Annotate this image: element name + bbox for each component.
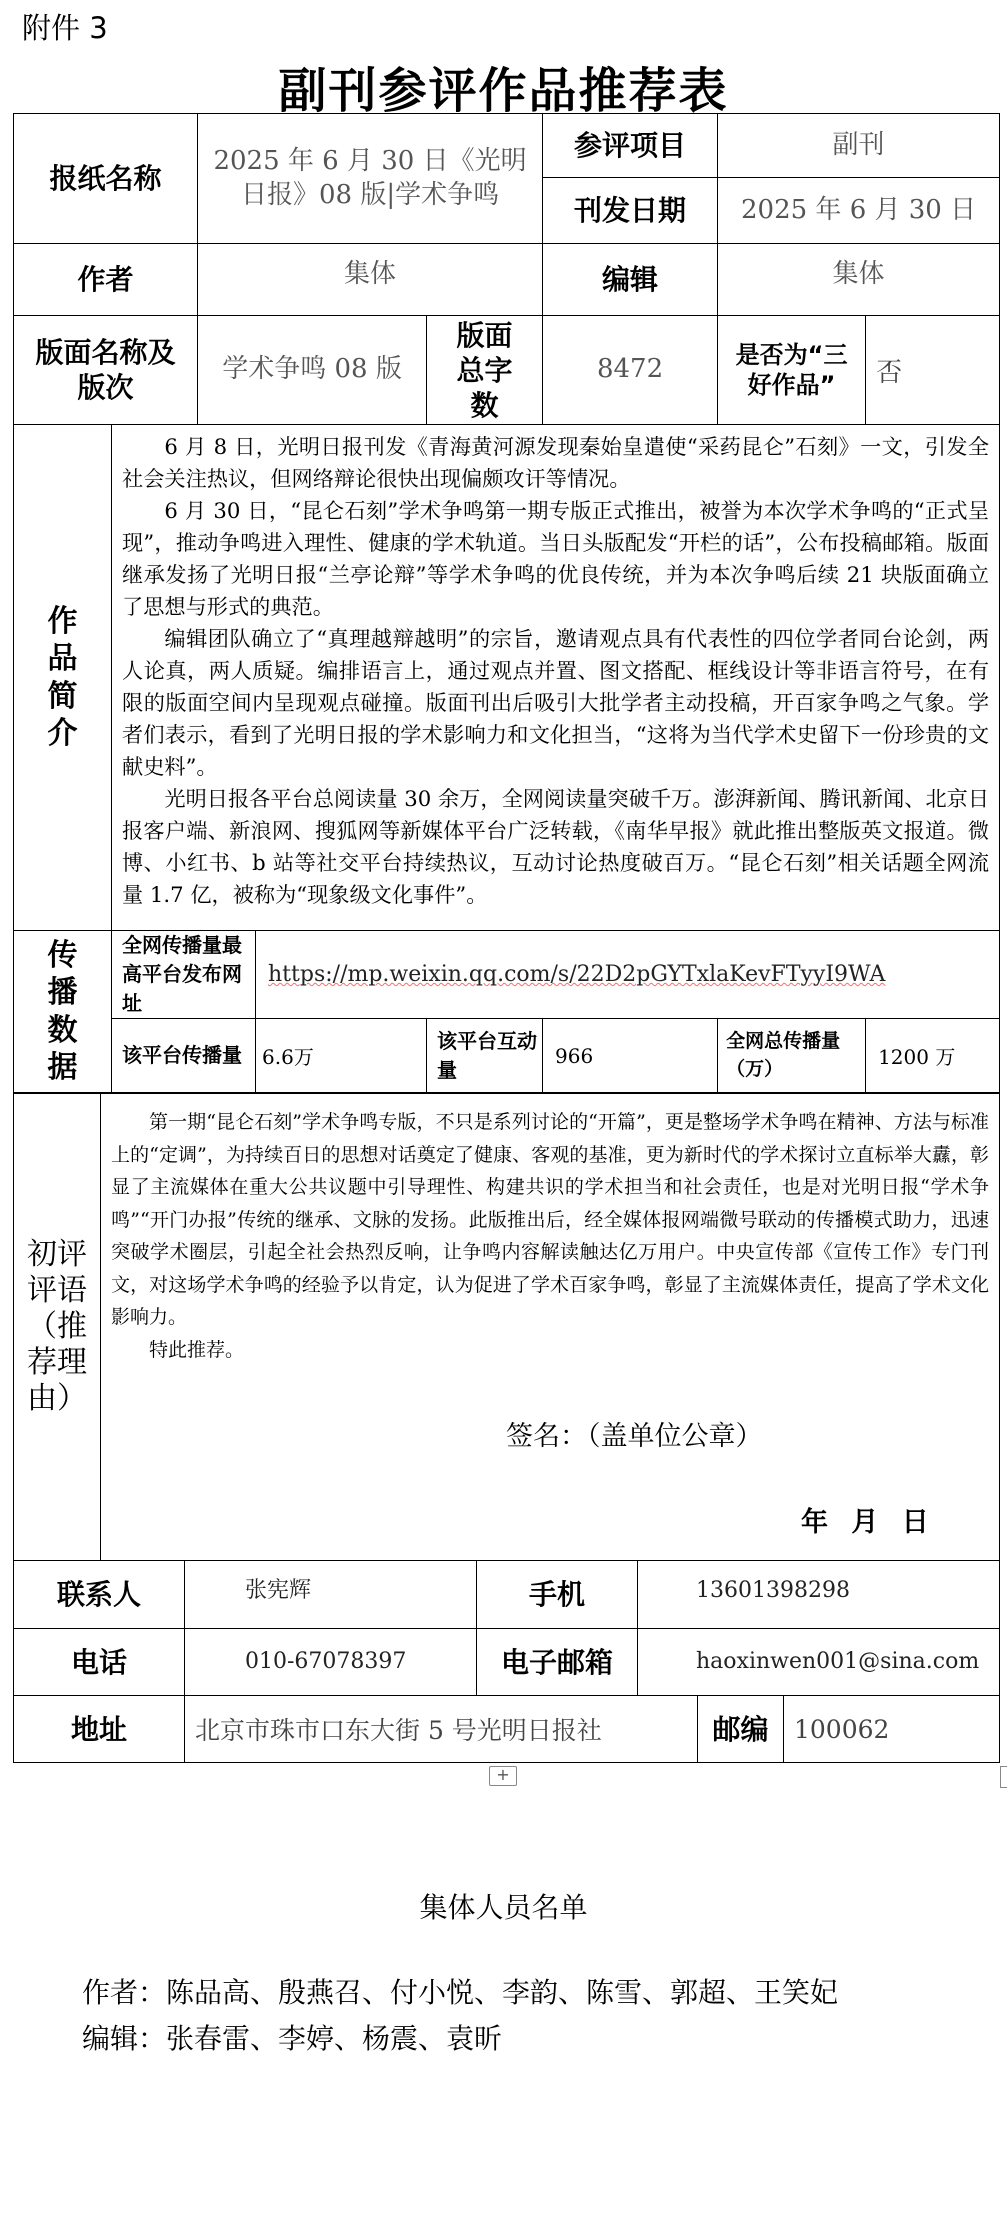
platform-reach-value: 6.6万 (256, 1019, 427, 1093)
roster-editors: 编辑：张春雷、李婷、杨震、袁昕 (82, 2022, 503, 2055)
platform-reach-label: 该平台传播量 (112, 1019, 256, 1093)
total-reach-label: 全网总传播量（万） (718, 1019, 866, 1093)
review-label: 初评评语（推荐理由） (14, 1094, 101, 1561)
date-line: 年 月 日 (801, 1507, 929, 1538)
three-good-label: 是否为“三好作品” (718, 316, 866, 425)
three-good-value: 否 (866, 316, 1000, 425)
publish-date-label: 刊发日期 (543, 178, 718, 244)
page-title: 副刊参评作品推荐表 (278, 63, 729, 119)
total-reach-value: 1200 万 (866, 1019, 1000, 1093)
author-value: 集体 (198, 244, 543, 316)
intro-paragraph: 6 月 8 日，光明日报刊发《青海黄河源发现秦始皇遣使“采药昆仑”石刻》一文，引发全社会关注热议，但网络辩论很快出现偏颇攻讦等情况。 (122, 434, 990, 491)
top-platform-url[interactable]: https://mp.weixin.qq.com/s/22D2pGYTxlaKevFTyyI9WA (256, 931, 1000, 1019)
page-name-label: 版面名称及版次 (14, 316, 198, 425)
email-value[interactable]: haoxinwen001@sina.com (638, 1629, 1000, 1696)
intro-text (112, 425, 1000, 931)
author-label: 作者 (14, 244, 198, 316)
editor-value: 集体 (718, 244, 1000, 316)
contact-label: 联系人 (14, 1561, 185, 1629)
word-count-value: 8472 (543, 316, 718, 425)
address-label: 地址 (14, 1696, 185, 1763)
roster-authors: 作者：陈品高、殷燕召、付小悦、李韵、陈雪、郭超、王笑妃 (82, 1976, 839, 2009)
table-handle[interactable] (1000, 1766, 1007, 1788)
signature-line: 签名：（盖单位公章） (506, 1421, 763, 1452)
mobile-value: 13601398298 (638, 1561, 1000, 1629)
postcode-value: 100062 (784, 1696, 1000, 1763)
category-label: 参评项目 (543, 114, 718, 178)
intro-paragraph: 编辑团队确立了“真理越辩越明”的宗旨，邀请观点具有代表性的四位学者同台论剑，两人论真，两人质疑。编排语言上，通过观点并置、图文搭配、框线设计等非语言符号，在有限的版面空间内呈现观点碰撞。版面刊出后吸引大批学者主动投稿，开百家争鸣之气象。学者们表示，看到了光明日报的学术影响力和文化担当，“这将为当代学术史留下一份珍贵的文献史料”。 (122, 626, 990, 779)
recommendation-form (13, 113, 1000, 1093)
review-paragraph: 第一期“昆仑石刻”学术争鸣专版，不只是系列讨论的“开篇”，更是整场学术争鸣在精神、方法与标准上的“定调”，为持续百日的思想对话奠定了健康、客观的基准，更为新时代的学术探讨立直标举大纛，彰显了主流媒体在重大公共议题中引导理性、构建共识的学术担当和社会责任，也是对光明日报“学术争鸣”“开门办报”传统的继承、文脉的发扬。此版推出后，经全媒体报网端微号联动的传播模式助力，迅速突破学术圈层，引起全社会热烈反响，让争鸣内容解读触达亿万用户。中央宣传部《宣传工作》专门刊文，对这场学术争鸣的经验予以肯定，认为促进了学术百家争鸣，彰显了主流媒体责任，提高了学术文化影响力。 (111, 1111, 990, 1328)
editor-label: 编辑 (543, 244, 718, 316)
mobile-label: 手机 (477, 1561, 638, 1629)
spread-data-label: 传播数据 (14, 931, 112, 1093)
attachment-label: 附件 3 (22, 11, 108, 45)
address-value: 北京市珠市口东大街 5 号光明日报社 (185, 1696, 698, 1763)
publish-date-value: 2025 年 6 月 30 日 (718, 178, 1000, 244)
newspaper-label: 报纸名称 (14, 114, 198, 244)
review-contact-form (13, 1093, 1000, 1763)
page-name-value: 学术争鸣 08 版 (198, 316, 427, 425)
word-count-label: 版面总字数 (427, 316, 543, 425)
newspaper-value: 2025 年 6 月 30 日《光明日报》08 版|学术争鸣 (198, 114, 543, 244)
intro-paragraph: 光明日报各平台总阅读量 30 余万，全网阅读量突破千万。澎湃新闻、腾讯新闻、北京日报客户端、新浪网、搜狐网等新媒体平台广泛转载，《南华早报》就此推出整版英文报道。微博、小红书、b 站等社交平台持续热议，互动讨论热度破百万。“昆仑石刻”相关话题全网流量 1.7 亿，被称为“现象级文化事件”。 (122, 786, 990, 907)
intro-label: 作品简介 (14, 425, 112, 931)
roster-title: 集体人员名单 (419, 1891, 588, 1924)
review-text (101, 1094, 1000, 1561)
phone-label: 电话 (14, 1629, 185, 1696)
postcode-label: 邮编 (698, 1696, 784, 1763)
intro-paragraph: 6 月 30 日，“昆仑石刻”学术争鸣第一期专版正式推出，被誉为本次学术争鸣的“正式呈现”，推动争鸣进入理性、健康的学术轨道。当日头版配发“开栏的话”，公布投稿邮箱。版面继承发扬了光明日报“兰亭论辩”等学术争鸣的优良传统，并为本次争鸣后续 21 块版面确立了思想与形式的典范。 (122, 498, 990, 619)
platform-interact-value: 966 (543, 1019, 718, 1093)
review-paragraph: 特此推荐。 (149, 1338, 245, 1361)
contact-value: 张宪辉 (185, 1561, 477, 1629)
top-platform-label: 全网传播量最高平台发布网址 (112, 931, 256, 1019)
phone-value: 010-67078397 (185, 1629, 477, 1696)
email-label: 电子邮箱 (477, 1629, 638, 1696)
add-row-button[interactable]: + (489, 1766, 517, 1786)
platform-interact-label: 该平台互动量 (427, 1019, 543, 1093)
category-value: 副刊 (718, 114, 1000, 178)
